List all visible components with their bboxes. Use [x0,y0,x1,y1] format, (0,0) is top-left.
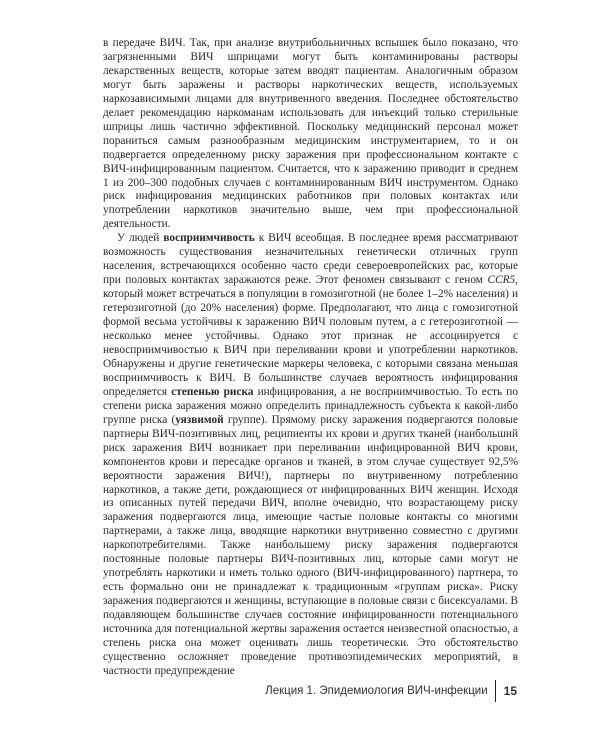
paragraph-1 [103,37,518,232]
text-run: У людей [117,232,164,245]
text-run: , который может встречаться в популяции в гомозиготной (не более 1–2% населения) и гетерозиготной (до 20% населения) форме. Предполагают, что лица с гомозиготной формой весьма устойчивы к заражению ВИЧ половым путем, а с гетерозиготной — несколько менее устойчивы. Однако этот признак не ассоциируется с невосприимчивостью к ВИЧ при переливании крови и употреблении наркотиков. Обнаружены и другие генетические маркеры человека, с которыми связана меньшая восприимчивость к ВИЧ. В большинстве случаев вероятность инфицирования определяется [103,274,518,398]
paragraph-2 [103,232,518,679]
italic-term: CCR5 [487,274,516,287]
text-run: инфицирования, а не восприимчивостью. То есть по степени риска заражения можно определить принадлежность субъекта к какой-либо группе риска ( [103,385,518,426]
page-footer [265,680,517,702]
bold-term: степенью риска [171,385,254,398]
footer-divider [495,680,496,702]
text-run: группе). Прямому риску заражения подвергаются половые партнеры ВИЧ-позитивных лиц, реципиенты их крови и других тканей (наибольший риск заражения ВИЧ возникает при переливании инфицированной ВИЧ крови, компонентов крови и пересадке органов и тканей, в этом случае существует 92,5% вероятности заражения ВИЧ!), партнеры по внутривенному потреблению наркотиков, а также дети, рождающиеся от инфицированных ВИЧ женщин. Исходя из описанных путей передачи ВИЧ, вполне очевидно, что возрастающему риску заражения подвергаются лица, имеющие частые половые контакты со многими партнерами, а также лица, вводящие наркотики внутривенно совместно с другими наркопотребителями. Также наибольшему риску заражения подвергаются постоянные половые партнеры ВИЧ-позитивных лиц, которые сами могут не употреблять наркотики и иметь только одного (ВИЧ-инфицированного) партнера, то есть формально они не принадлежат к традиционным «группам риска». Риску заражения подвергаются и женщины, вступающие в половые связи с бисексуалами. В подавляющем большинстве случаев состояние инфицированности потенциального источника для потенциальной жертвы заражения остается неизвестной опасностью, а степень риска она может оценивать лишь теоретически. Это обстоятельство существенно осложняет проведение противоэпидемических мероприятий, в частности предупреждение [103,413,518,677]
bold-term: уязвимой [175,413,224,426]
bold-term: восприимчивость [163,232,255,245]
text-run: в передаче ВИЧ. Так, при анализе внутрибольничных вспышек было показано, что загрязненными ВИЧ шприцами могут быть контаминированы растворы лекарственных веществ, которые затем вводят пациентам. Аналогичным образом могут быть заражены и растворы наркотических веществ, используемых наркозависимыми лицами для внутривенного введения. Последнее обстоятельство делает рекомендацию наркоманам использовать для инъекций только стерильные шприцы лишь частично эффективной. Поскольку медицинский персонал может пораниться самым разнообразным медицинским инструментарием, то и он подвергается определенному риску заражения при профессиональном контакте с ВИЧ-инфицированным пациентом. Считается, что к заражению приводит в среднем 1 из 200–300 подобных случаев с контаминированным ВИЧ инструментом. Однако риск инфицирования медицинских работников при половых контактах или употреблении наркотиков значительно выше, чем при профессиональной деятельности. [103,37,518,231]
body-text [103,37,518,679]
running-title: Лекция 1. Эпидемиология ВИЧ-инфекции [265,685,488,697]
page-number: 15 [503,684,517,698]
text-run: к ВИЧ всеобщая. В последнее время рассматривают возможность существования незначительных генетически отличных групп населения, встречающихся особенно часто среди североевропейских рас, которые при половых контактах заражаются реже. Этот феномен связывают с геном [103,232,518,287]
